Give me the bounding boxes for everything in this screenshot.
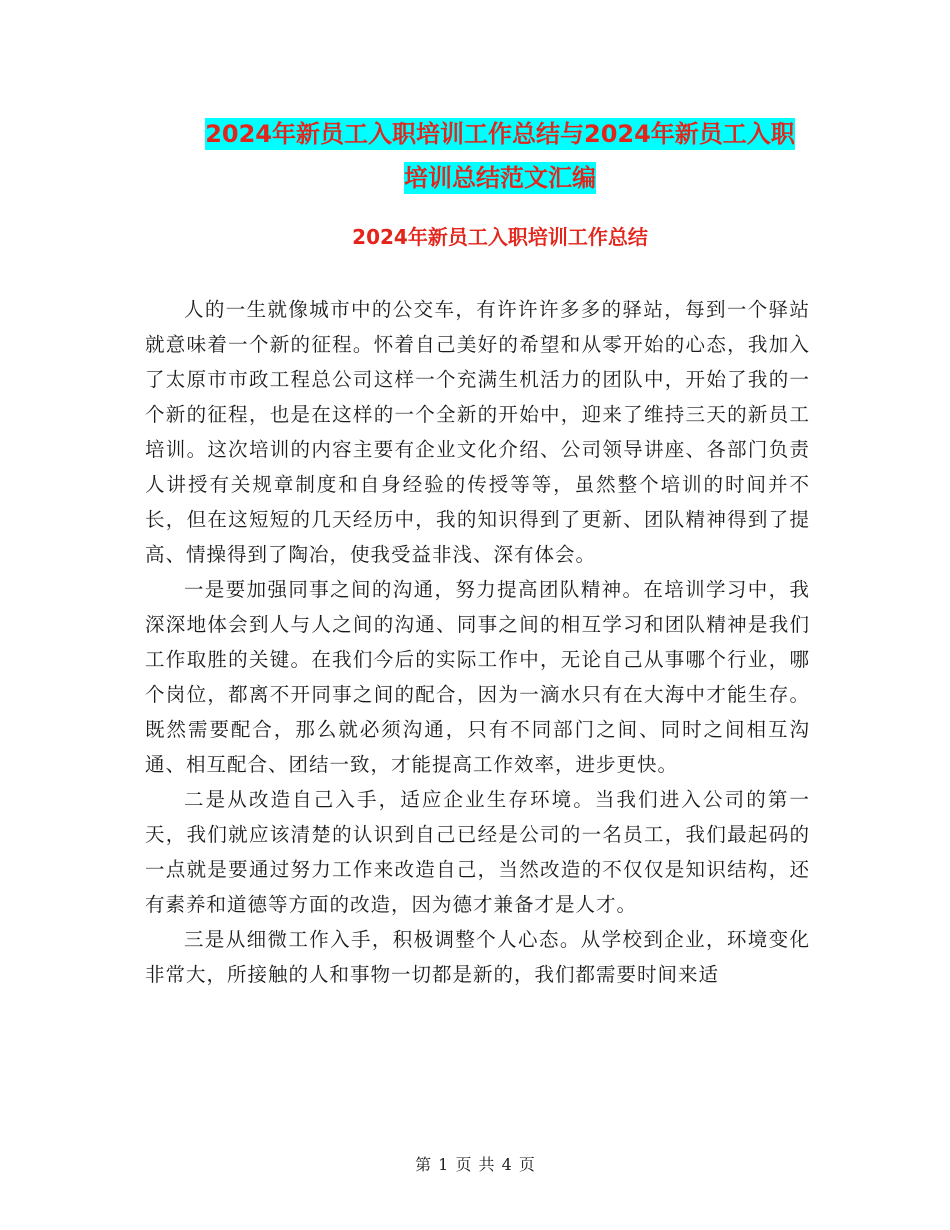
document-title-line2: 培训总结范文汇编 [404,164,596,192]
document-title-line1: 2024年新员工入职培训工作总结与2024年新员工入职 [205,120,795,148]
paragraph-3: 二是从改造自己入手，适应企业生存环境。当我们进入公司的第一天，我们就应该清楚的认识到自己已经是公司的一名员工，我们最起码的一点就是要通过努力工作来改造自己，当然改造的不仅仅是知识结构，还有素养和道德等方面的改造，因为德才兼备才是人才。 [145,788,810,916]
body-text [145,292,810,992]
page-footer: 第 1 页 共 4 页 [415,1155,535,1174]
document-title [140,112,860,200]
paragraph-1: 人的一生就像城市中的公交车，有许许许多多的驿站，每到一个驿站就意味着一个新的征程。怀着自己美好的希望和从零开始的心态，我加入了太原市市政工程总公司这样一个充满生机活力的团队中，开始了我的一个新的征程，也是在这样的一个全新的开始中，迎来了维持三天的新员工培训。这次培训的内容主要有企业文化介绍、公司领导讲座、各部门负责人讲授有关规章制度和自身经验的传授等等，虽然整个培训的时间并不长，但在这短短的几天经历中，我的知识得到了更新、团队精神得到了提高、情操得到了陶冶，使我受益非浅、深有体会。 [145,298,810,566]
paragraph-2: 一是要加强同事之间的沟通，努力提高团队精神。在培训学习中，我深深地体会到人与人之间的沟通、同事之间的相互学习和团队精神是我们工作取胜的关键。在我们今后的实际工作中，无论自己从事哪个行业，哪个岗位，都离不开同事之间的配合，因为一滴水只有在大海中才能生存。既然需要配合，那么就必须沟通，只有不同部门之间、同时之间相互沟通、相互配合、团结一致，才能提高工作效率，进步更快。 [145,578,810,776]
section-title: 2024年新员工入职培训工作总结 [352,225,648,249]
paragraph-4: 三是从细微工作入手，积极调整个人心态。从学校到企业，环境变化非常大，所接触的人和事物一切都是新的，我们都需要时间来适 [145,928,810,986]
